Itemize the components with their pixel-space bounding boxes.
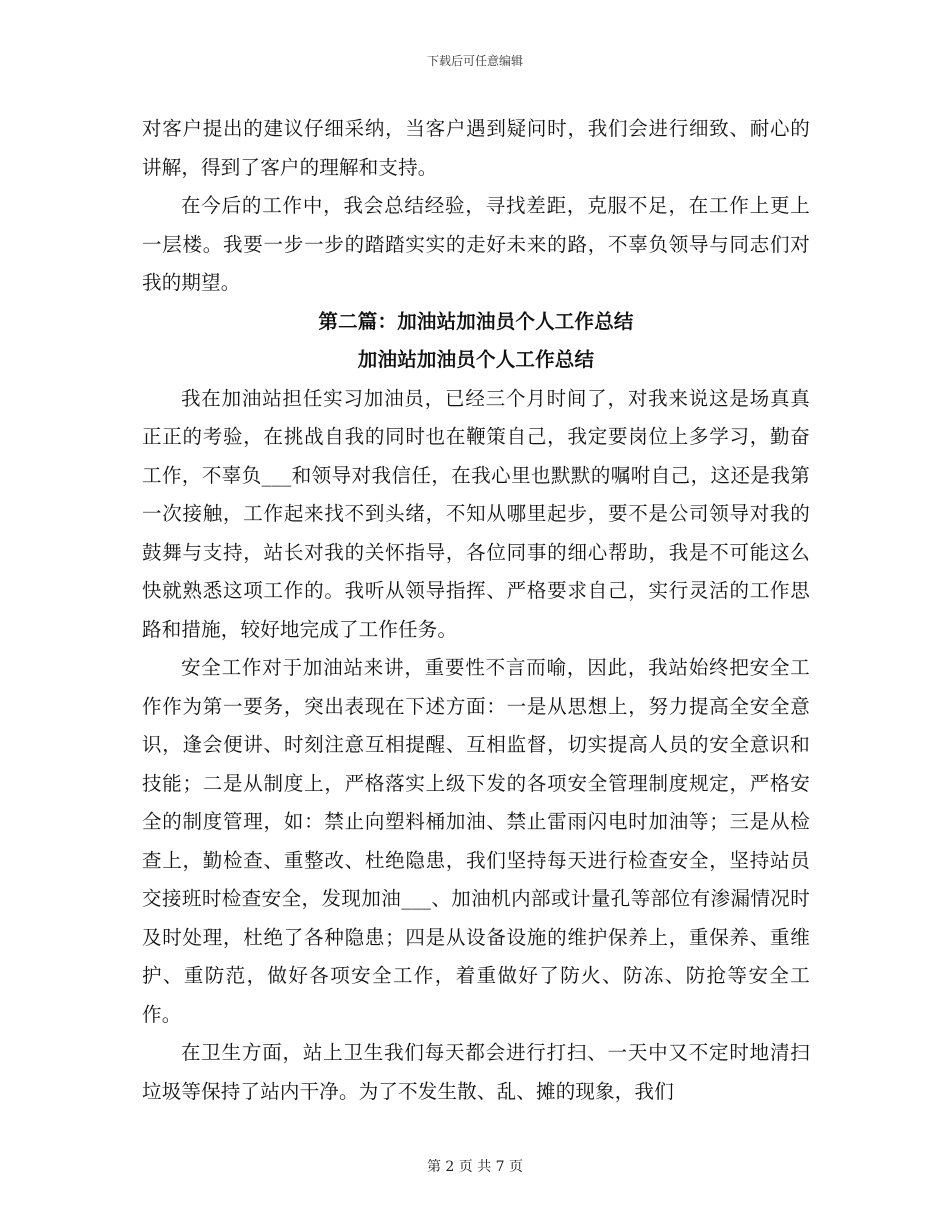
document-body [142,110,810,1111]
page-footer: 第 2 页 共 7 页 [426,1159,524,1175]
paragraph-main-3: 在卫生方面，站上卫生我们每天都会进行打扫、一天中又不定时地清扫垃圾等保持了站内干净。为了不发生散、乱、摊的现象，我们 [142,1041,810,1103]
paragraph-intro-2: 在今后的工作中，我会总结经验，寻找差距，克服不足，在工作上更上一层楼。我要一步一步的踏踏实实的走好未来的路，不辜负领导与同志们对我的期望。 [142,194,810,294]
paragraph-main-1: 我在加油站担任实习加油员，已经三个月时间了，对我来说这是场真真正正的考验，在挑战自我的同时也在鞭策自己，我定要岗位上多学习，勤奋工作，不辜负___和领导对我信任，在我心里也默默的嘱咐自己，这还是我第一次接触，工作起来找不到头绪，不知从哪里起步，要不是公司领导对我的鼓舞与支持，站长对我的关怀指导，各位同事的细心帮助，我是不可能这么快就熟悉这项工作的。我听从领导指挥、严格要求自己，实行灵活的工作思路和措施，较好地完成了工作任务。 [142,386,810,641]
paragraph-intro-1: 对客户提出的建议仔细采纳，当客户遇到疑问时，我们会进行细致、耐心的讲解，得到了客户的理解和支持。 [142,117,810,179]
document-title: 加油站加油员个人工作总结 [357,348,595,371]
section-title: 第二篇：加油站加油员个人工作总结 [318,309,634,333]
paragraph-main-2: 安全工作对于加油站来讲，重要性不言而喻，因此，我站始终把安全工作作为第一要务，突出表现在下述方面：一是从思想上，努力提高全安全意识，逢会便讲、时刻注意互相提醒、互相监督，切实提高人员的安全意识和技能；二是从制度上，严格落实上级下发的各项安全管理制度规定，严格安全的制度管理，如：禁止向塑料桶加油、禁止雷雨闪电时加油等；三是从检查上，勤检查、重整改、杜绝隐患，我们坚持每天进行检查安全，坚持站员交接班时检查安全，发现加油___、加油机内部或计量孔等部位有渗漏情况时及时处理，杜绝了各种隐患；四是从设备设施的维护保养上，重保养、重维护、重防范，做好各项安全工作，着重做好了防火、防冻、防抢等安全工作。 [142,656,810,1026]
page-header: 下载后可任意编辑 [426,54,523,68]
